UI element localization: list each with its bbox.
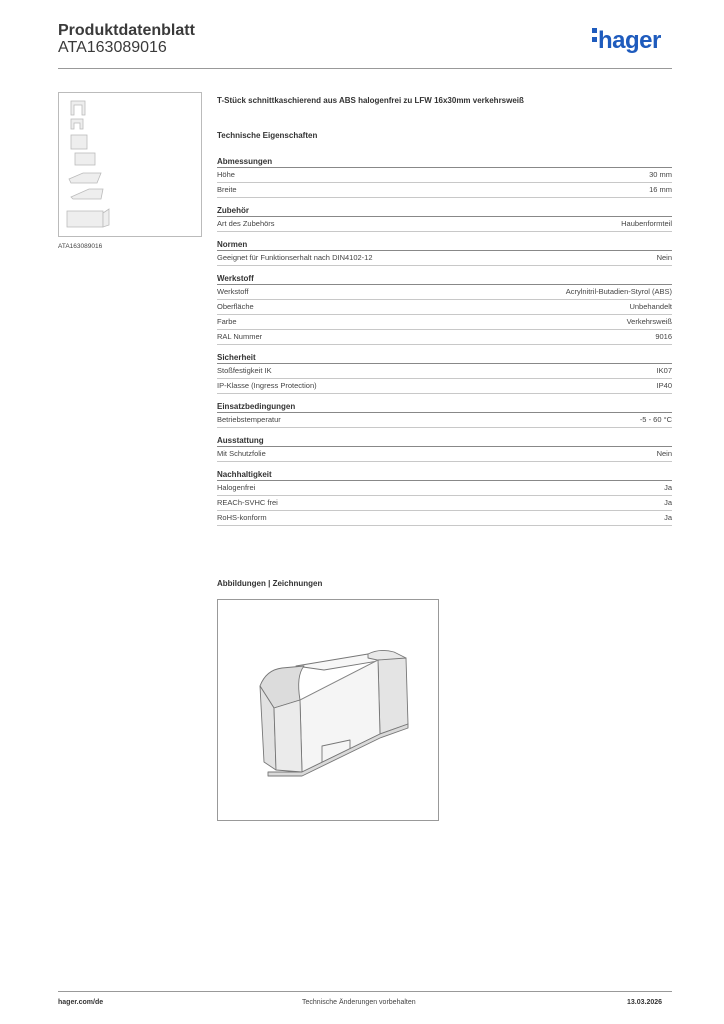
section-heading: Abmessungen [217,156,672,168]
spec-label: Oberfläche [217,302,254,311]
product-title: T-Stück schnittkaschierend aus ABS halogenfrei zu LFW 16x30mm verkehrsweiß [217,96,524,105]
spec-row [217,251,672,266]
spec-value: Unbehandelt [629,302,672,311]
header-divider [58,68,672,69]
spec-row [217,511,672,526]
spec-row [217,496,672,511]
section-zubehoer [217,205,672,232]
footer-website: hager.com/de [58,999,104,1006]
spec-row [217,217,672,232]
section-einsatzbedingungen [217,401,672,428]
spec-row [217,183,672,198]
section-heading: Sicherheit [217,352,672,364]
spec-label: RAL Nummer [217,332,263,341]
section-heading: Ausstattung [217,435,672,447]
footer-divider [58,991,672,992]
spec-value: Ja [664,513,672,522]
section-abmessungen [217,156,672,198]
product-thumbnail [58,92,202,237]
spec-row [217,300,672,315]
spec-value: Nein [656,449,672,458]
spec-row [217,447,672,462]
thumbnail-caption: ATA163089016 [58,243,103,250]
footer-date: 13.03.2026 [627,999,663,1006]
spec-row [217,168,672,183]
spec-label: Betriebstemperatur [217,415,281,424]
spec-label: Halogenfrei [217,483,256,492]
spec-label: Werkstoff [217,287,249,296]
spec-sections [217,156,672,533]
figures-heading: Abbildungen | Zeichnungen [217,579,323,588]
product-variants-image [59,93,203,238]
section-sicherheit [217,352,672,394]
spec-value: 30 mm [649,170,672,179]
section-heading: Werkstoff [217,273,672,285]
spec-label: IP-Klasse (Ingress Protection) [217,381,317,390]
spec-row [217,413,672,428]
t-piece-illustration [218,600,438,820]
spec-value: IK07 [656,366,672,375]
spec-label: Art des Zubehörs [217,219,275,228]
hager-logo [592,26,661,55]
spec-label: RoHS-konform [217,513,267,522]
logo-colon [592,24,598,46]
spec-label: Höhe [217,170,235,179]
spec-value: Verkehrsweiß [626,317,672,326]
spec-value: IP40 [656,381,672,390]
product-drawing [217,599,439,821]
spec-label: REACh-SVHC frei [217,498,278,507]
section-ausstattung [217,435,672,462]
footer-note: Technische Änderungen vorbehalten [302,999,416,1006]
section-heading: Normen [217,239,672,251]
spec-value: Acrylnitril-Butadien-Styrol (ABS) [565,287,672,296]
spec-label: Mit Schutzfolie [217,449,266,458]
spec-row [217,315,672,330]
spec-label: Geeignet für Funktionserhalt nach DIN4102-12 [217,253,373,262]
article-number: ATA163089016 [58,39,167,56]
section-normen [217,239,672,266]
section-heading: Einsatzbedingungen [217,401,672,413]
spec-row [217,330,672,345]
spec-label: Stoßfestigkeit IK [217,366,272,375]
page-title: Produktdatenblatt [58,22,195,39]
section-nachhaltigkeit [217,469,672,526]
spec-value: 9016 [655,332,672,341]
logo-text: hager [598,27,661,54]
section-heading: Zubehör [217,205,672,217]
spec-row [217,481,672,496]
spec-value: Nein [656,253,672,262]
section-heading: Nachhaltigkeit [217,469,672,481]
spec-row [217,285,672,300]
spec-value: Ja [664,483,672,492]
spec-value: 16 mm [649,185,672,194]
spec-label: Farbe [217,317,237,326]
spec-value: -5 - 60 °C [639,415,672,424]
section-werkstoff [217,273,672,345]
spec-row [217,379,672,394]
spec-row [217,364,672,379]
spec-value: Ja [664,498,672,507]
spec-label: Breite [217,185,237,194]
spec-value: Haubenformteil [621,219,672,228]
tech-properties-heading: Technische Eigenschaften [217,131,318,140]
